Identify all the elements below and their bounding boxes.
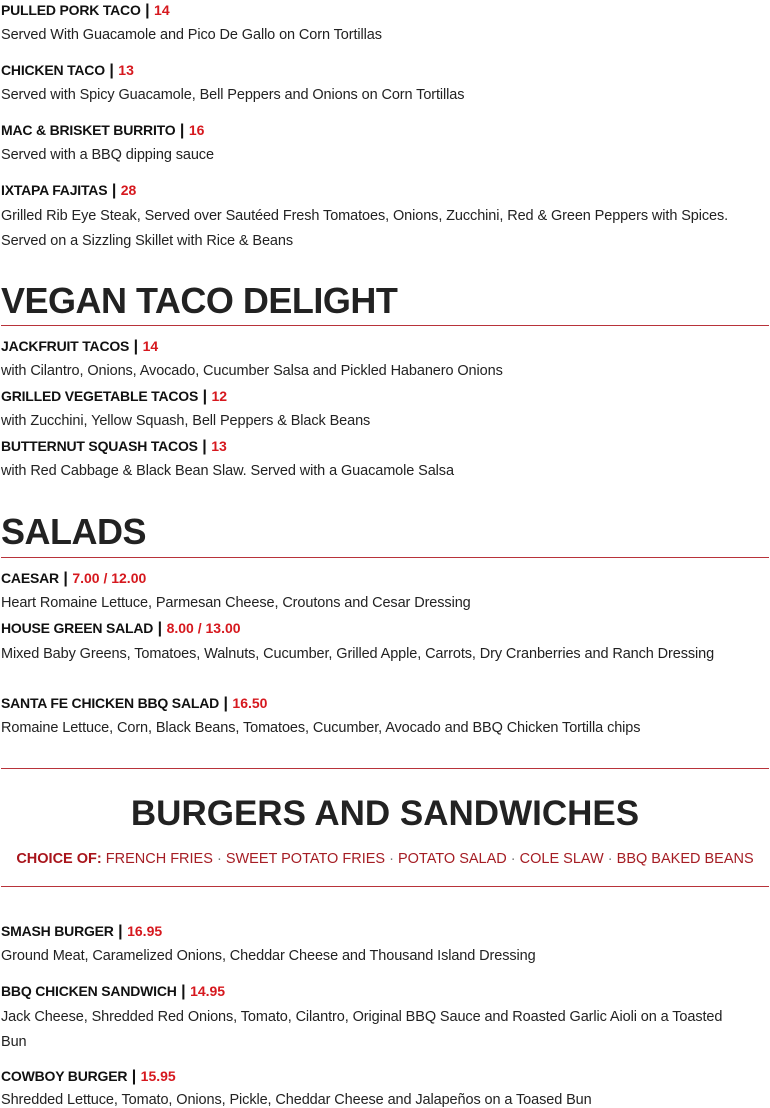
item-price: 15.95	[140, 1068, 176, 1084]
menu-item-title	[1, 983, 225, 1001]
section-heading-vegan: VEGAN TACO DELIGHT	[1, 280, 398, 321]
menu-item-title	[1, 338, 158, 356]
separator: |	[181, 983, 186, 1000]
separator: |	[223, 695, 228, 712]
item-description: with Zucchini, Yellow Squash, Bell Peppers & Black Beans	[1, 413, 371, 429]
item-description: Heart Romaine Lettuce, Parmesan Cheese, Croutons and Cesar Dressing	[1, 595, 471, 611]
item-price: 13	[118, 62, 134, 78]
separator: |	[109, 62, 114, 79]
menu-item-title	[1, 388, 227, 406]
menu-item-title	[1, 62, 134, 80]
item-description: Shredded Lettuce, Tomato, Onions, Pickle, Cheddar Cheese and Jalapeños on a Toased Bun	[1, 1092, 592, 1108]
menu-item-title	[1, 1068, 176, 1086]
item-price: 13	[211, 438, 227, 454]
item-name: CHICKEN TACO	[1, 62, 105, 78]
section-divider	[1, 768, 769, 769]
side-choices	[0, 851, 770, 867]
choice-option: POTATO SALAD	[397, 851, 507, 867]
menu-item-title	[1, 570, 146, 588]
item-price: 16	[188, 122, 205, 138]
separator: |	[202, 388, 208, 405]
dot-separator: ·	[607, 851, 613, 867]
section-divider	[1, 325, 769, 326]
menu-item-title	[1, 620, 241, 638]
item-price: 14.95	[190, 983, 226, 999]
separator: |	[179, 122, 185, 139]
item-price: 28	[120, 182, 137, 198]
menu-item-title	[1, 923, 162, 941]
choice-label: CHOICE OF:	[16, 851, 102, 867]
item-price: 8.00 / 13.00	[166, 620, 241, 636]
section-divider	[1, 886, 769, 887]
item-name: MAC & BRISKET BURRITO	[1, 122, 176, 138]
item-name: SANTA FE CHICKEN BBQ SALAD	[1, 695, 220, 711]
item-name: COWBOY BURGER	[1, 1068, 128, 1084]
separator: |	[131, 1068, 137, 1085]
menu-item-title	[1, 182, 136, 200]
item-price: 7.00 / 12.00	[72, 570, 147, 586]
choice-option: FRENCH FRIES	[105, 851, 213, 867]
item-description: Grilled Rib Eye Steak, Served over Sautéed Fresh Tomatoes, Onions, Zucchini, Red & Green Peppers with Spices. Served on a Sizzling Skillet with Rice & Beans	[1, 208, 729, 249]
item-description: Ground Meat, Caramelized Onions, Cheddar Cheese and Thousand Island Dressing	[1, 948, 536, 964]
item-description: Romaine Lettuce, Corn, Black Beans, Tomatoes, Cucumber, Avocado and BBQ Chicken Tortilla chips	[1, 720, 641, 736]
menu-item-title	[1, 695, 267, 713]
separator: |	[118, 923, 123, 940]
item-price: 16.95	[127, 923, 163, 939]
separator: |	[133, 338, 139, 355]
separator: |	[111, 182, 117, 199]
item-description: with Cilantro, Onions, Avocado, Cucumber Salsa and Pickled Habanero Onions	[1, 363, 503, 379]
item-name: PULLED PORK TACO	[1, 2, 141, 18]
item-price: 12	[211, 388, 228, 404]
choice-option: COLE SLAW	[519, 851, 604, 867]
dot-separator: ·	[510, 851, 516, 867]
menu-item-title	[1, 122, 204, 140]
item-name: BUTTERNUT SQUASH TACOS	[1, 438, 198, 454]
item-description: Served with a BBQ dipping sauce	[1, 147, 214, 163]
item-name: GRILLED VEGETABLE TACOS	[1, 388, 199, 404]
item-description: Jack Cheese, Shredded Red Onions, Tomato, Cilantro, Original BBQ Sauce and Roasted Garlic Aioli on a Toasted Bun	[1, 1009, 723, 1050]
menu-item-title	[1, 438, 227, 456]
dot-separator: ·	[389, 851, 394, 867]
item-name: SMASH BURGER	[1, 923, 114, 939]
choice-option: BBQ BAKED BEANS	[616, 851, 754, 867]
item-name: JACKFRUIT TACOS	[1, 338, 130, 354]
item-description: with Red Cabbage & Black Bean Slaw. Served with a Guacamole Salsa	[1, 463, 454, 479]
item-name: HOUSE GREEN SALAD	[1, 620, 154, 636]
item-description: Mixed Baby Greens, Tomatoes, Walnuts, Cucumber, Grilled Apple, Carrots, Dry Cranberries and Ranch Dressing	[1, 646, 715, 662]
separator: |	[202, 438, 207, 455]
section-divider	[1, 557, 769, 558]
separator: |	[157, 620, 163, 637]
item-description: Served with Spicy Guacamole, Bell Peppers and Onions on Corn Tortillas	[1, 87, 465, 103]
menu-item-title	[1, 2, 170, 20]
item-name: CAESAR	[1, 570, 59, 586]
section-heading-burgers: BURGERS AND SANDWICHES	[130, 794, 640, 833]
item-price: 14	[154, 2, 170, 18]
item-price: 16.50	[232, 695, 268, 711]
item-name: IXTAPA FAJITAS	[1, 182, 108, 198]
section-heading-salads: SALADS	[1, 511, 147, 552]
separator: |	[63, 570, 68, 587]
item-description: Served With Guacamole and Pico De Gallo on Corn Tortillas	[1, 27, 382, 43]
separator: |	[145, 2, 150, 19]
dot-separator: ·	[216, 851, 222, 867]
item-price: 14	[142, 338, 159, 354]
choice-option: SWEET POTATO FRIES	[225, 851, 386, 867]
item-name: BBQ CHICKEN SANDWICH	[1, 983, 177, 999]
